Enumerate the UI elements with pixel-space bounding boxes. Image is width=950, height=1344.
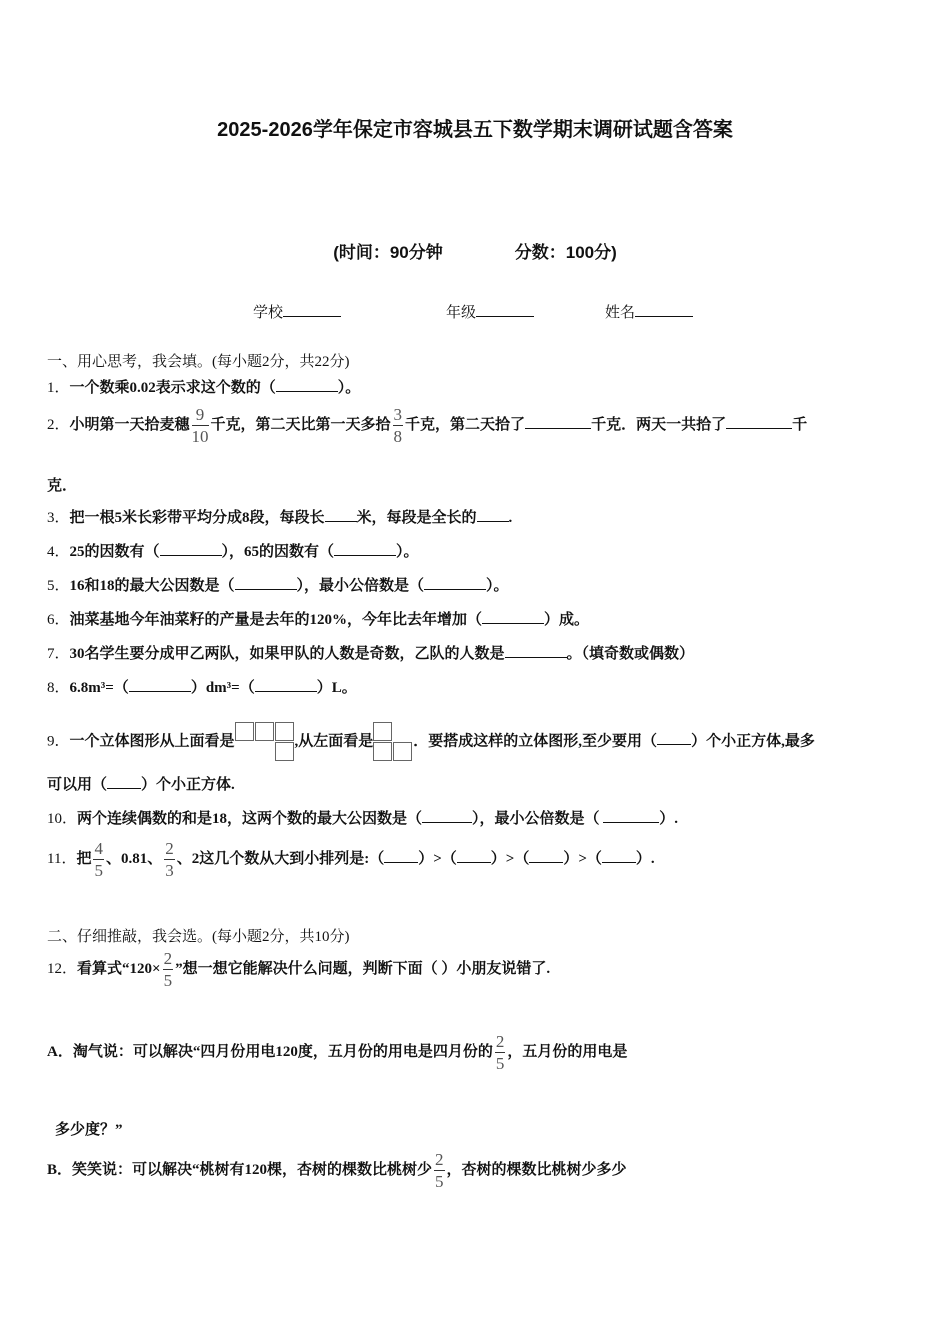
exam-time: (时间：90分钟: [333, 243, 443, 262]
answer-blank[interactable]: [603, 810, 659, 823]
answer-blank[interactable]: [129, 679, 191, 692]
question-number: 1．: [47, 380, 70, 396]
fraction-2-3: $\frac{2}{3}$: [165, 839, 174, 880]
top-view-figure: [235, 722, 295, 762]
answer-blank[interactable]: [477, 509, 509, 522]
question-3: 3．把一根5米长彩带平均分成8段，每段长 米，每段是全长的 .: [47, 510, 513, 526]
answer-blank[interactable]: [422, 810, 472, 823]
option-b[interactable]: B．笑笑说：可以解决“桃树有120棵，杏树的棵数比桃树少 $\frac{2}{5}$ ，杏树的棵数比桃树少多少: [47, 1150, 627, 1191]
option-a-label: A．: [47, 1043, 73, 1060]
answer-blank[interactable]: [657, 732, 691, 745]
question-number: 5．: [47, 578, 70, 594]
grade-label: 年级: [446, 305, 477, 321]
answer-blank[interactable]: [255, 679, 317, 692]
fraction-2-5: $\frac{2}{5}$: [495, 1032, 505, 1073]
question-12: 12．看算式“120× $\frac{2}{5}$ ”想一想它能解决什么问题，判断下面（ ）小朋友说错了.: [47, 949, 551, 990]
school-label: 学校: [253, 305, 284, 321]
question-number: 11．: [47, 850, 77, 867]
answer-blank[interactable]: [276, 379, 338, 392]
question-9-continued: 可以用（ ）个小正方体.: [47, 777, 235, 793]
question-number: 10．: [47, 811, 78, 827]
question-7: 7．30名学生要分成甲乙两队，如果甲队的人数是奇数，乙队的人数是 。（填奇数或偶数）: [47, 646, 695, 662]
answer-blank[interactable]: [424, 577, 486, 590]
question-8: 8．6.8m³=（ ）dm³=（ ）L。: [47, 680, 357, 696]
name-field[interactable]: [605, 301, 693, 322]
answer-blank[interactable]: [457, 850, 491, 863]
fraction-9-10: $\frac{9}{10}$: [191, 405, 209, 446]
answer-blank[interactable]: [482, 611, 544, 624]
fraction-3-8: $\frac{3}{8}$: [393, 405, 403, 446]
answer-blank[interactable]: [160, 543, 222, 556]
question-number: 8．: [47, 680, 70, 696]
left-view-figure: [373, 722, 413, 762]
name-label: 姓名: [605, 305, 636, 321]
question-11: 11．把 $\frac{4}{5}$ 、0.81、 $\frac{2}{3}$ 、2这几个数从大到小排列是:（ ）>（ ）>（ ）>（ ）.: [47, 839, 655, 880]
fraction-4-5: $\frac{4}{5}$: [94, 839, 103, 880]
exam-score: 分数：100分): [514, 243, 617, 262]
answer-blank[interactable]: [325, 509, 357, 522]
answer-blank[interactable]: [602, 850, 636, 863]
fraction-2-5: $\frac{2}{5}$: [435, 1150, 444, 1191]
question-number: 6．: [47, 612, 70, 628]
question-4: 4．25的因数有（ ），65的因数有（ ）。: [47, 544, 419, 560]
question-number: 12．: [47, 960, 78, 977]
question-number: 2．: [47, 416, 70, 433]
question-2-continued: 克．: [47, 478, 78, 494]
option-a-continued: 多少度？”: [55, 1122, 123, 1138]
question-2: 2．小明第一天拾麦穗 $\frac{9}{10}$ 千克，第二天比第一天多拾 $\frac{3}{8}$ 千克，第二天拾了 千克．两天一共拾了 千: [47, 405, 808, 446]
question-9: 9．一个立体图形从上面看是 ,从左面看是 ．要搭成这样的立体图形,至少要用（ ）个小正方体,最多: [47, 722, 815, 762]
fraction-2-5: $\frac{2}{5}$: [163, 949, 173, 990]
question-6: 6．油菜基地今年油菜籽的产量是去年的120%，今年比去年增加（ ）成。: [47, 612, 590, 628]
question-10: 10．两个连续偶数的和是18，这两个数的最大公因数是（ ），最小公倍数是（ ）.: [47, 811, 679, 827]
question-1: 1．一个数乘0.02表示求这个数的（ ）。: [47, 380, 361, 396]
answer-blank[interactable]: [529, 850, 563, 863]
question-number: 3．: [47, 510, 70, 526]
question-number: 9．: [47, 733, 70, 750]
answer-blank[interactable]: [505, 645, 567, 658]
option-a[interactable]: A．淘气说：可以解决“四月份用电120度，五月份的用电是四月份的 $\frac{2}{5}$ ，五月份的用电是: [47, 1032, 628, 1073]
answer-blank[interactable]: [525, 416, 591, 429]
school-field[interactable]: [253, 301, 341, 322]
answer-blank[interactable]: [334, 543, 396, 556]
answer-blank[interactable]: [235, 577, 297, 590]
answer-blank[interactable]: [107, 776, 141, 789]
grade-field[interactable]: [446, 301, 534, 322]
question-number: 7．: [47, 646, 70, 662]
option-b-label: B．: [47, 1161, 73, 1178]
section-2-title: 二、仔细推敲，我会选。(每小题2分，共10分): [47, 929, 350, 945]
answer-blank[interactable]: [726, 416, 792, 429]
page-title: 2025-2026学年保定市容城县五下数学期末调研试题含答案: [217, 119, 733, 141]
question-5: 5．16和18的最大公因数是（ ），最小公倍数是（ ）。: [47, 578, 509, 594]
section-1-title: 一、用心思考，我会填。(每小题2分，共22分): [47, 354, 350, 370]
answer-blank[interactable]: [384, 850, 418, 863]
exam-subtitle: [0, 238, 950, 263]
question-number: 4．: [47, 544, 70, 560]
